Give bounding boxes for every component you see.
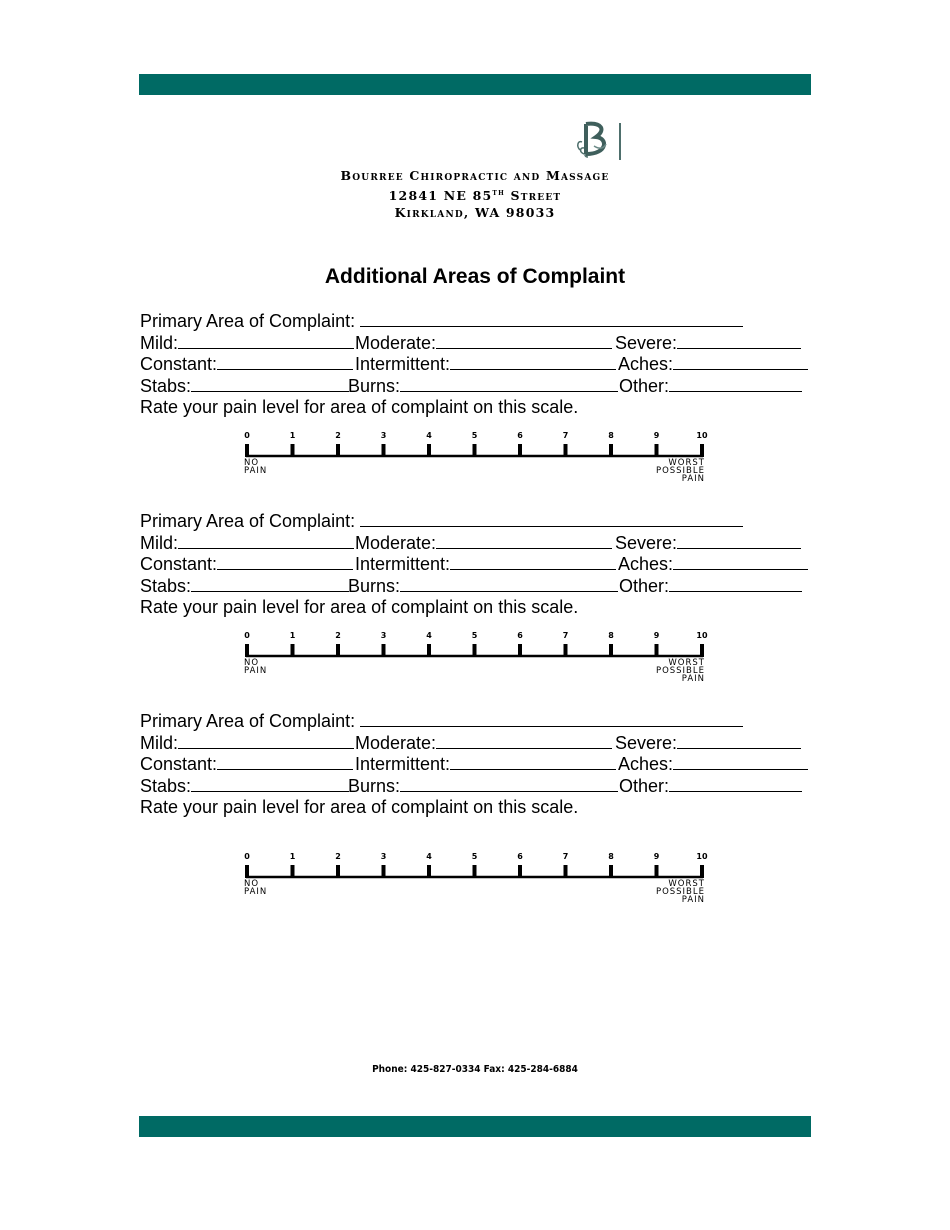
scale-tick-label: 0 (244, 631, 250, 640)
scale-tick-label: 10 (696, 631, 708, 640)
constant-label: Constant: (140, 754, 218, 774)
scale-tick-mark[interactable] (609, 444, 613, 457)
constant-field[interactable] (217, 754, 353, 770)
scale-tick-label: 8 (608, 631, 614, 640)
clinic-street: 12841 NE 85th Street (388, 187, 562, 204)
constant-field[interactable] (217, 354, 353, 370)
scale-high-label-1: WORST (668, 879, 705, 889)
scale-low-label-2: PAIN (244, 887, 268, 897)
scale-tick-label: 4 (426, 431, 432, 440)
primary-complaint-field[interactable] (360, 711, 743, 727)
intensity-row (140, 733, 820, 755)
scale-high-label-3: PAIN (681, 474, 705, 484)
stabs-label: Stabs: (140, 575, 192, 596)
stabs-label: Stabs: (140, 775, 192, 796)
scale-tick-label: 7 (562, 631, 569, 640)
sensation-row (140, 376, 820, 398)
rate-instruction: Rate your pain level for area of complaint on this scale. (140, 597, 579, 617)
mild-field[interactable] (178, 733, 354, 749)
scale-tick-label: 4 (426, 852, 432, 861)
moderate-label: Moderate: (355, 332, 437, 353)
primary-complaint-field[interactable] (360, 511, 743, 527)
scale-tick-mark[interactable] (564, 644, 568, 657)
scale-tick-label: 7 (562, 431, 569, 440)
scale-tick-label: 8 (608, 852, 614, 861)
letterhead (300, 167, 650, 221)
aches-field[interactable] (673, 554, 808, 570)
scale-tick-label: 2 (335, 852, 341, 861)
mild-label: Mild: (140, 732, 179, 753)
scale-tick-mark[interactable] (518, 644, 522, 657)
bottom-accent-bar (139, 1116, 811, 1137)
scale-tick-mark[interactable] (700, 444, 704, 457)
clinic-name: Bourree Chiropractic and Massage (340, 168, 610, 183)
stabs-label: Stabs: (140, 375, 192, 396)
scale-low-label-1: NO (244, 658, 260, 668)
scale-high-label-2: POSSIBLE (655, 887, 705, 897)
intermittent-label: Intermittent: (355, 554, 451, 574)
scale-tick-mark[interactable] (609, 865, 613, 878)
scale-tick-label: 5 (471, 631, 478, 640)
burns-field[interactable] (400, 776, 618, 792)
primary-row (140, 711, 820, 733)
other-field[interactable] (669, 776, 802, 792)
frequency-row (140, 354, 820, 376)
pain-scale-graphic (240, 851, 710, 911)
scale-tick-label: 9 (653, 631, 660, 640)
other-field[interactable] (669, 376, 802, 392)
scale-tick-label: 9 (653, 431, 660, 440)
intermittent-label: Intermittent: (355, 354, 451, 374)
pain-scale-2[interactable] (240, 630, 710, 690)
scale-tick-mark[interactable] (336, 644, 340, 657)
sensation-row (140, 576, 820, 598)
scale-high-label-3: PAIN (681, 674, 705, 684)
stabs-field[interactable] (191, 776, 349, 792)
complaint-section-1 (140, 311, 820, 419)
mild-label: Mild: (140, 532, 179, 553)
other-field[interactable] (669, 576, 802, 592)
scale-tick-mark[interactable] (473, 644, 477, 657)
scale-tick-mark[interactable] (473, 444, 477, 457)
rate-instruction: Rate your pain level for area of complaint on this scale. (140, 797, 579, 817)
stabs-field[interactable] (191, 376, 349, 392)
scale-tick-label: 1 (289, 631, 296, 640)
scale-tick-mark[interactable] (291, 644, 295, 657)
scale-tick-label: 10 (696, 852, 708, 861)
intensity-row (140, 333, 820, 355)
scale-tick-label: 2 (335, 631, 341, 640)
scale-high-label-1: WORST (668, 458, 705, 468)
frequency-row (140, 754, 820, 776)
primary-label: Primary Area of Complaint: (140, 711, 361, 731)
scale-tick-mark[interactable] (518, 444, 522, 457)
scale-tick-mark[interactable] (427, 865, 431, 878)
scale-tick-mark[interactable] (291, 865, 295, 878)
scale-tick-label: 0 (244, 852, 250, 861)
burns-field[interactable] (400, 576, 618, 592)
complaint-section-3 (140, 711, 820, 819)
clinic-logo (574, 120, 626, 162)
primary-row (140, 311, 820, 333)
top-accent-bar (139, 74, 811, 95)
scale-tick-mark[interactable] (700, 865, 704, 878)
moderate-field[interactable] (436, 733, 612, 749)
scale-tick-label: 3 (380, 852, 387, 861)
scale-tick-label: 1 (289, 431, 296, 440)
scale-tick-mark[interactable] (655, 444, 659, 457)
scale-tick-mark[interactable] (564, 865, 568, 878)
aches-field[interactable] (673, 754, 808, 770)
scale-tick-label: 9 (653, 852, 660, 861)
scale-tick-mark[interactable] (382, 444, 386, 457)
mild-field[interactable] (178, 533, 354, 549)
scale-low-label-1: NO (244, 879, 260, 889)
contact-footer: Phone: 425-827-0334 Fax: 425-284-6884 (372, 1064, 578, 1075)
scale-tick-mark[interactable] (336, 865, 340, 878)
rate-instruction: Rate your pain level for area of complaint on this scale. (140, 397, 579, 417)
scale-tick-mark[interactable] (427, 644, 431, 657)
scale-tick-mark[interactable] (245, 865, 249, 878)
scale-tick-mark[interactable] (564, 444, 568, 457)
mild-label: Mild: (140, 332, 179, 353)
scale-high-label-2: POSSIBLE (655, 666, 705, 676)
intermittent-field[interactable] (450, 554, 616, 570)
aches-label: Aches: (618, 354, 674, 374)
severe-field[interactable] (677, 533, 801, 549)
clinic-city: Kirkland, WA 98033 (394, 205, 556, 221)
scale-tick-mark[interactable] (382, 644, 386, 657)
scale-low-label-1: NO (244, 458, 260, 468)
scale-tick-label: 6 (517, 431, 523, 440)
stabs-field[interactable] (191, 576, 349, 592)
aches-field[interactable] (673, 354, 808, 370)
pain-scale-1[interactable] (240, 430, 710, 490)
scale-tick-mark[interactable] (336, 444, 340, 457)
severe-field[interactable] (677, 333, 801, 349)
scale-tick-label: 4 (426, 631, 432, 640)
scale-tick-mark[interactable] (427, 444, 431, 457)
mild-field[interactable] (178, 333, 354, 349)
severe-field[interactable] (677, 733, 801, 749)
primary-label: Primary Area of Complaint: (140, 311, 361, 331)
scale-tick-mark[interactable] (245, 644, 249, 657)
primary-complaint-field[interactable] (360, 311, 743, 327)
frequency-row (140, 554, 820, 576)
scale-high-label-3: PAIN (681, 895, 705, 905)
moderate-label: Moderate: (355, 732, 437, 753)
scale-tick-label: 7 (562, 852, 569, 861)
intensity-row (140, 533, 820, 555)
scale-tick-mark[interactable] (382, 865, 386, 878)
scale-tick-label: 8 (608, 431, 614, 440)
burns-field[interactable] (400, 376, 618, 392)
intermittent-label: Intermittent: (355, 754, 451, 774)
complaint-section-2 (140, 511, 820, 619)
primary-row (140, 511, 820, 533)
scale-tick-label: 6 (517, 631, 523, 640)
scale-tick-label: 5 (471, 431, 478, 440)
scale-tick-mark[interactable] (473, 865, 477, 878)
scale-tick-label: 3 (380, 431, 387, 440)
scale-low-label-2: PAIN (244, 466, 268, 476)
constant-label: Constant: (140, 354, 218, 374)
scale-tick-label: 1 (289, 852, 296, 861)
scale-high-label-1: WORST (668, 658, 705, 668)
scale-tick-mark[interactable] (655, 865, 659, 878)
page-title: Additional Areas of Complaint (324, 265, 626, 288)
pain-scale-3[interactable] (240, 851, 710, 911)
severe-label: Severe: (615, 532, 678, 553)
intermittent-field[interactable] (450, 354, 616, 370)
pain-scale-graphic (240, 430, 710, 490)
constant-label: Constant: (140, 554, 218, 574)
scale-tick-mark[interactable] (655, 644, 659, 657)
severe-label: Severe: (615, 732, 678, 753)
moderate-field[interactable] (436, 533, 612, 549)
scale-tick-label: 5 (471, 852, 478, 861)
other-label: Other: (619, 575, 670, 596)
primary-label: Primary Area of Complaint: (140, 511, 361, 531)
sensation-row (140, 776, 820, 798)
severe-label: Severe: (615, 332, 678, 353)
scale-tick-label: 10 (696, 431, 708, 440)
burns-label: Burns: (348, 575, 401, 596)
constant-field[interactable] (217, 554, 353, 570)
scale-tick-mark[interactable] (609, 644, 613, 657)
aches-label: Aches: (618, 754, 674, 774)
scale-tick-mark[interactable] (245, 444, 249, 457)
scale-tick-label: 0 (244, 431, 250, 440)
moderate-field[interactable] (436, 333, 612, 349)
scale-tick-mark[interactable] (700, 644, 704, 657)
other-label: Other: (619, 775, 670, 796)
scale-tick-label: 6 (517, 852, 523, 861)
burns-label: Burns: (348, 775, 401, 796)
other-label: Other: (619, 375, 670, 396)
scale-low-label-2: PAIN (244, 666, 268, 676)
scale-tick-label: 3 (380, 631, 387, 640)
intermittent-field[interactable] (450, 754, 616, 770)
moderate-label: Moderate: (355, 532, 437, 553)
burns-label: Burns: (348, 375, 401, 396)
scale-tick-mark[interactable] (518, 865, 522, 878)
scale-tick-mark[interactable] (291, 444, 295, 457)
aches-label: Aches: (618, 554, 674, 574)
scale-high-label-2: POSSIBLE (655, 466, 705, 476)
scale-tick-label: 2 (335, 431, 341, 440)
pain-scale-graphic (240, 630, 710, 690)
